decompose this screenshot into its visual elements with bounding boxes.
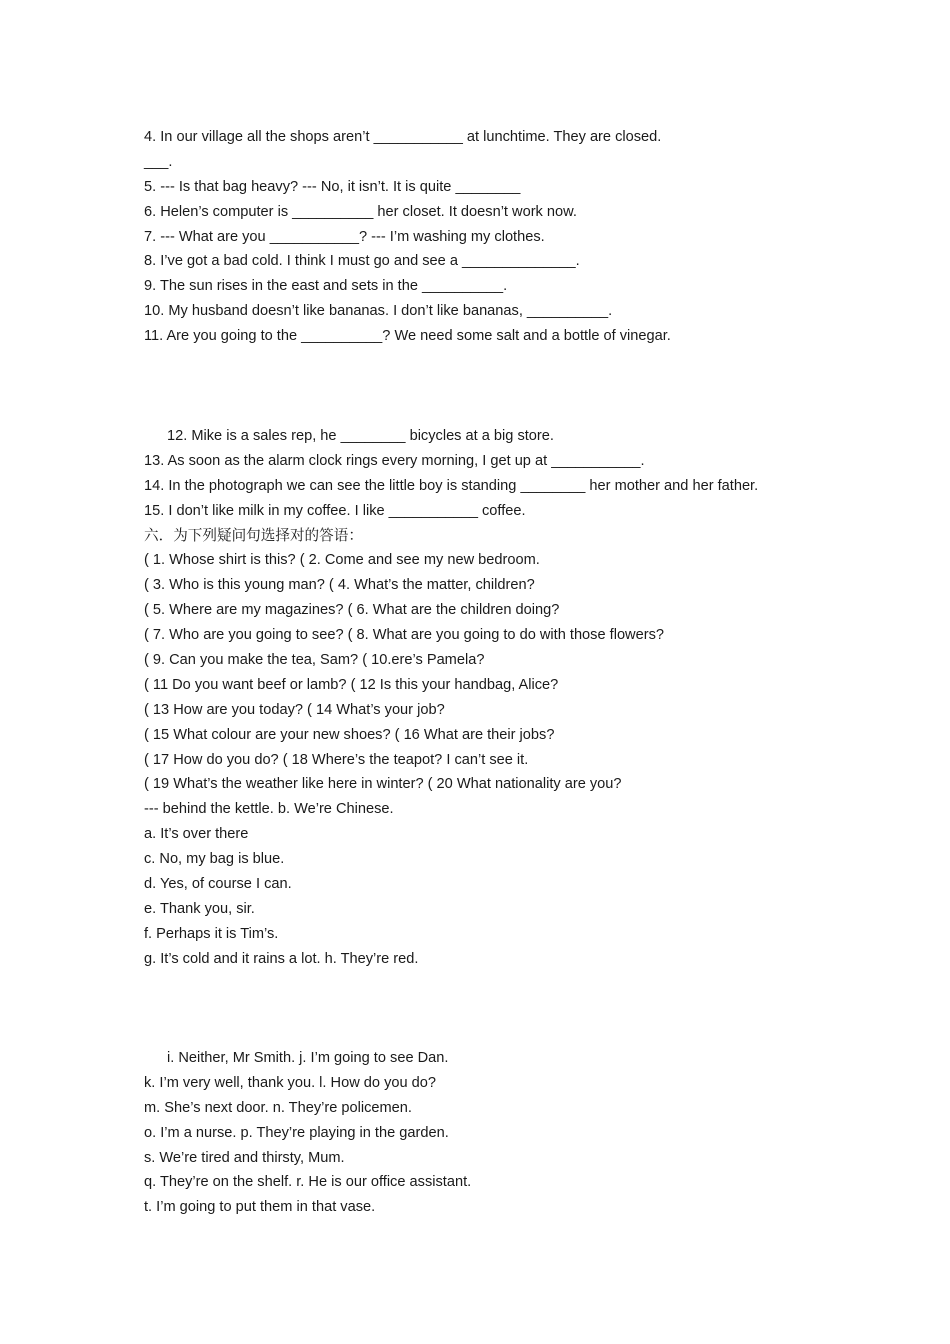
question-14-line: 14. In the photograph we can see the little boy is standing ________ her mother and her father. (144, 477, 759, 494)
fill-in-questions-part-2 (144, 424, 844, 972)
section-6-heading: 六．为下列疑问句选择对的答语： (144, 526, 363, 544)
question-4-continuation: ___. (144, 153, 173, 170)
answer-option-row: d. Yes, of course I can. (144, 876, 292, 893)
matching-question-row: ( 3. Who is this young man? ( 4. What’s the matter, children? (144, 577, 535, 594)
answer-option-row: --- behind the kettle. b. We’re Chinese. (144, 801, 394, 818)
answer-option-row: k. I’m very well, thank you. l. How do you do? (144, 1074, 437, 1091)
answer-option-row: i. Neither, Mr Smith. j. I’m going to see Dan. (167, 1050, 449, 1066)
matching-question-row: ( 17 How do you do? ( 18 Where’s the teapot? I can’t see it. (144, 751, 529, 768)
question-9-line: 9. The sun rises in the east and sets in the __________. (144, 278, 508, 295)
answer-option-row: c. No, my bag is blue. (144, 851, 285, 868)
fill-in-questions-part-1 (144, 125, 844, 349)
question-12-line: 12. Mike is a sales rep, he ________ bicycles at a big store. (167, 428, 554, 444)
question-11-line: 11. Are you going to the __________? We need some salt and a bottle of vinegar. (144, 328, 671, 345)
answer-options-part-2 (144, 1046, 844, 1220)
question-8-line: 8. I’ve got a bad cold. I think I must go and see a ______________. (144, 253, 580, 270)
question-13-line: 13. As soon as the alarm clock rings every morning, I get up at ___________. (144, 452, 645, 469)
question-15-line: 15. I don’t like milk in my coffee. I like ___________ coffee. (144, 502, 526, 519)
answer-option-row: f. Perhaps it is Tim’s. (144, 925, 279, 942)
answer-option-row: e. Thank you, sir. (144, 900, 255, 917)
matching-question-row: ( 7. Who are you going to see? ( 8. What are you going to do with those flowers? (144, 627, 664, 644)
matching-question-row: ( 15 What colour are your new shoes? ( 16 What are their jobs? (144, 726, 555, 743)
question-5-line: 5. --- Is that bag heavy? --- No, it isn’t. It is quite ________ (144, 178, 521, 195)
answer-option-row: m. She’s next door. n. They’re policemen. (144, 1099, 412, 1116)
question-7-line: 7. --- What are you ___________? --- I’m washing my clothes. (144, 228, 545, 245)
matching-question-row: ( 1. Whose shirt is this? ( 2. Come and see my new bedroom. (144, 552, 540, 569)
answer-option-row: g. It’s cold and it rains a lot. h. They’re red. (144, 950, 419, 967)
question-6-line: 6. Helen’s computer is __________ her closet. It doesn’t work now. (144, 203, 577, 220)
answer-option-row: o. I’m a nurse. p. They’re playing in the garden. (144, 1124, 449, 1141)
question-4-line: 4. In our village all the shops aren’t ___________ at lunchtime. They are closed. (144, 129, 662, 145)
answer-option-row: s. We’re tired and thirsty, Mum. (144, 1149, 345, 1166)
answer-option-row: t. I’m going to put them in that vase. (144, 1199, 376, 1216)
question-10-line: 10. My husband doesn’t like bananas. I don’t like bananas, __________. (144, 303, 613, 320)
matching-question-row: ( 11 Do you want beef or lamb? ( 12 Is this your handbag, Alice? (144, 676, 559, 693)
matching-question-row: ( 9. Can you make the tea, Sam? ( 10.ere’s Pamela? (144, 652, 485, 669)
answer-option-row: q. They’re on the shelf. r. He is our office assistant. (144, 1174, 472, 1191)
answer-option-row: a. It’s over there (144, 826, 249, 843)
matching-question-row: ( 19 What’s the weather like here in winter? ( 20 What nationality are you? (144, 776, 622, 793)
matching-question-row: ( 5. Where are my magazines? ( 6. What are the children doing? (144, 602, 560, 619)
matching-question-row: ( 13 How are you today? ( 14 What’s your job? (144, 701, 445, 718)
